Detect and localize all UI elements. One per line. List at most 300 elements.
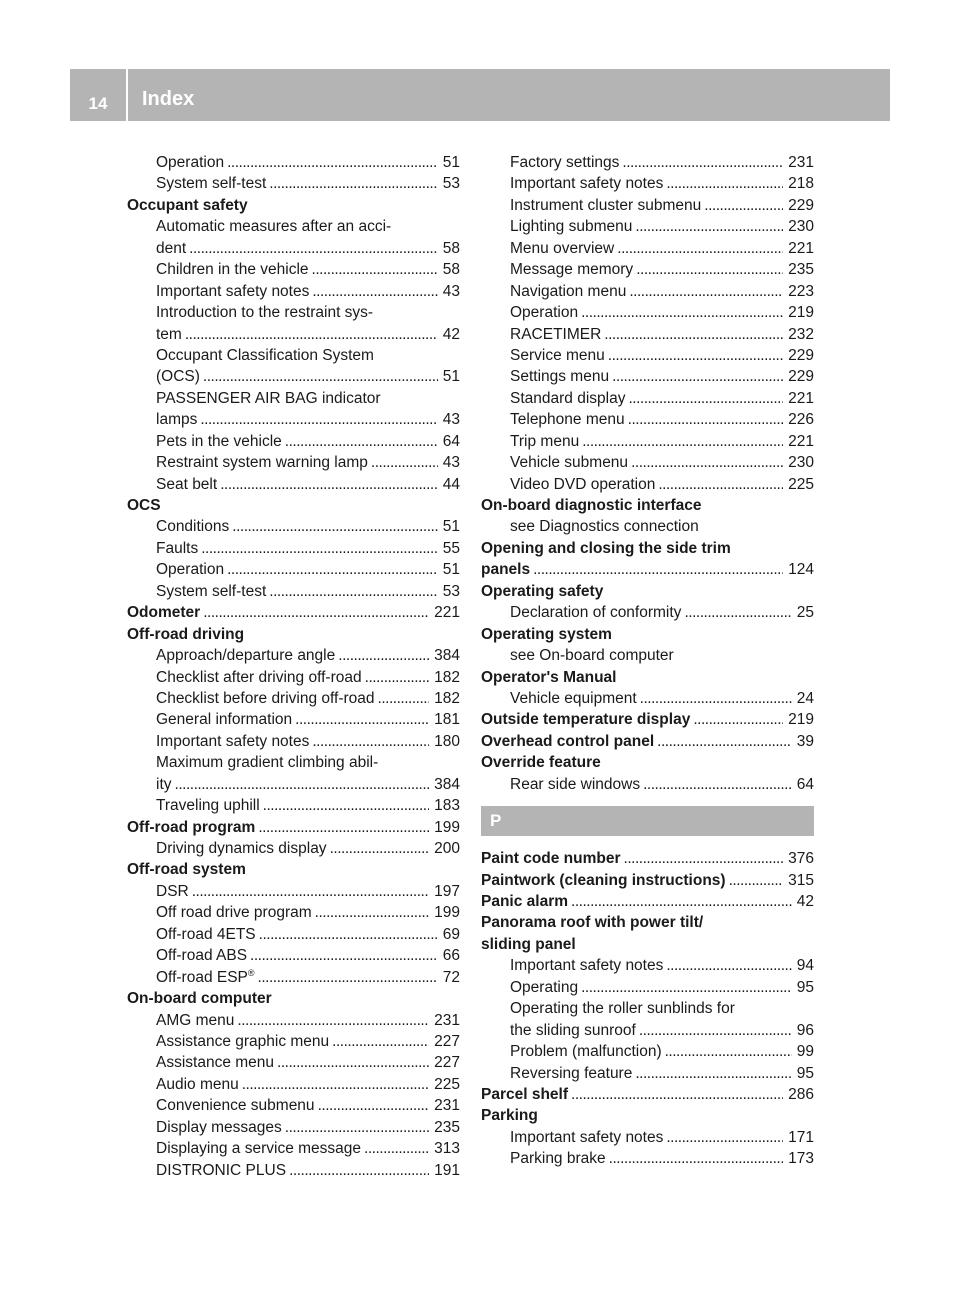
entry-label-text: Off-road ABS xyxy=(156,947,248,965)
entry-label xyxy=(481,731,654,752)
entry-label-text: (OCS) xyxy=(156,368,200,386)
dot-leader xyxy=(338,645,429,666)
dot-leader xyxy=(622,152,783,173)
entry-label-text: Parcel shelf xyxy=(481,1085,569,1103)
entry-label-text: Seat belt xyxy=(156,475,218,493)
entry-page-number: 58 xyxy=(442,239,460,257)
entry-page-number: 230 xyxy=(788,218,814,236)
dot-leader xyxy=(684,602,791,623)
entry-label-text: Problem (malfunction) xyxy=(510,1043,662,1061)
index-subentry-text: see On-board computer xyxy=(510,647,674,665)
dot-leader xyxy=(581,977,792,998)
entry-label xyxy=(510,474,655,495)
dot-leader xyxy=(693,709,783,730)
index-subentry xyxy=(127,1031,460,1052)
entry-label xyxy=(156,581,266,602)
index-subentry xyxy=(127,259,460,280)
index-subentry xyxy=(127,967,460,988)
entry-label xyxy=(156,1117,282,1138)
index-subentry-text: see Diagnostics connection xyxy=(510,518,699,536)
entry-page-number: 231 xyxy=(788,154,814,171)
entry-label-text: Outside temperature display xyxy=(481,711,691,729)
entry-page-number: 227 xyxy=(434,1054,460,1072)
index-entry xyxy=(127,602,460,623)
index-subentry xyxy=(127,238,460,259)
entry-label xyxy=(510,324,601,345)
entry-label xyxy=(510,409,625,430)
entry-page-number: 64 xyxy=(442,432,460,450)
index-entry xyxy=(481,709,814,730)
entry-label xyxy=(156,731,309,752)
entry-label xyxy=(510,345,605,366)
dot-leader xyxy=(312,731,429,752)
dot-leader xyxy=(332,1031,429,1052)
entry-label-text: Factory settings xyxy=(510,154,620,171)
entry-label xyxy=(156,967,255,988)
entry-page-number: 96 xyxy=(796,1021,814,1039)
entry-page-number: 51 xyxy=(442,368,460,386)
index-subentry xyxy=(127,581,460,602)
entry-label-text: Rear side windows xyxy=(510,775,641,793)
entry-page-number: 199 xyxy=(434,818,460,836)
index-subentry xyxy=(127,324,460,345)
entry-label-text: Odometer xyxy=(127,604,201,622)
entry-label-text: RACETIMER xyxy=(510,325,602,343)
index-heading: Override feature xyxy=(481,754,601,772)
entry-label xyxy=(510,173,663,194)
index-subentry xyxy=(481,602,814,623)
index-subentry-text: Introduction to the restraint sys- xyxy=(156,304,374,322)
entry-page-number: 95 xyxy=(796,978,814,996)
dot-leader xyxy=(330,838,430,859)
entry-page-number: 72 xyxy=(442,968,460,986)
entry-label-text: Convenience submenu xyxy=(156,1097,315,1115)
index-subentry xyxy=(481,259,814,280)
entry-label xyxy=(156,1052,274,1073)
entry-page-number: 221 xyxy=(788,432,814,450)
page-number: 14 xyxy=(88,94,108,113)
entry-page-number: 95 xyxy=(796,1064,814,1082)
entry-page-number: 55 xyxy=(442,539,460,557)
dot-leader xyxy=(604,324,783,345)
entry-page-number: 64 xyxy=(796,775,814,793)
dot-leader xyxy=(608,345,783,366)
dot-leader xyxy=(657,731,792,752)
index-subentry xyxy=(127,945,460,966)
entry-label-text: Paint code number xyxy=(481,850,621,868)
entry-page-number: 197 xyxy=(434,882,460,900)
index-heading: Occupant safety xyxy=(127,196,248,214)
entry-page-number: 225 xyxy=(788,475,814,493)
entry-label-text: Paintwork (cleaning instructions) xyxy=(481,871,726,889)
entry-label xyxy=(156,1031,329,1052)
index-heading: OCS xyxy=(127,497,161,514)
entry-label-text: panels xyxy=(481,561,531,579)
index-subentry xyxy=(481,474,814,495)
entry-label-text: Panic alarm xyxy=(481,893,569,910)
entry-label-text: Overhead control panel xyxy=(481,732,655,750)
dot-leader xyxy=(643,774,792,795)
entry-label-text: Service menu xyxy=(510,346,605,364)
entry-page-number: 191 xyxy=(434,1161,460,1179)
entry-label-text: Restraint system warning lamp xyxy=(156,454,368,472)
entry-page-number: 229 xyxy=(788,346,814,364)
entry-label xyxy=(156,1160,286,1181)
dot-leader xyxy=(312,281,437,302)
entry-label-text: ity xyxy=(156,775,172,793)
index-entry xyxy=(481,559,814,580)
dot-leader xyxy=(635,1063,791,1084)
entry-page-number: 69 xyxy=(442,925,460,943)
index-subentry xyxy=(481,152,814,173)
entry-label-text: Checklist after driving off-road xyxy=(156,668,362,686)
dot-leader xyxy=(729,870,784,891)
index-subentry xyxy=(481,688,814,709)
entry-page-number: 99 xyxy=(796,1043,814,1061)
dot-leader xyxy=(666,955,791,976)
entry-label-text: Menu overview xyxy=(510,239,615,257)
index-entry xyxy=(127,817,460,838)
entry-label xyxy=(156,366,200,387)
dot-leader xyxy=(624,848,784,869)
entry-page-number: 51 xyxy=(442,154,460,171)
entry-label xyxy=(481,891,568,912)
entry-label-text: Off-road program xyxy=(127,818,256,836)
entry-label xyxy=(156,645,335,666)
index-subentry-text: Operating the roller sunblinds for xyxy=(510,1000,735,1018)
entry-label xyxy=(156,474,217,495)
entry-page-number: 219 xyxy=(788,304,814,322)
entry-page-number: 44 xyxy=(442,475,460,493)
entry-page-number: 229 xyxy=(788,196,814,214)
dot-leader xyxy=(232,516,438,537)
entry-label-text: Approach/departure angle xyxy=(156,647,336,665)
index-subentry xyxy=(481,1041,814,1062)
entry-label-text: Off-road 4ETS xyxy=(156,925,256,943)
dot-leader xyxy=(201,538,438,559)
entry-label-text: Reversing feature xyxy=(510,1064,633,1082)
entry-page-number: 227 xyxy=(434,1032,460,1050)
entry-page-number: 182 xyxy=(434,689,460,707)
entry-label-text: Important safety notes xyxy=(510,957,664,975)
entry-label xyxy=(156,1095,315,1116)
dot-leader xyxy=(295,709,429,730)
entry-label xyxy=(510,955,663,976)
entry-label-text: Checklist before driving off-road xyxy=(156,689,375,707)
entry-label xyxy=(510,302,578,323)
entry-label xyxy=(481,1084,568,1105)
dot-leader xyxy=(242,1074,429,1095)
entry-label-text: Standard display xyxy=(510,389,626,407)
entry-label xyxy=(156,152,224,173)
entry-label-text: Video DVD operation xyxy=(510,475,656,493)
index-heading: On-board diagnostic interface xyxy=(481,497,702,514)
index-subentry xyxy=(481,216,814,237)
entry-label xyxy=(156,945,247,966)
index-subentry xyxy=(481,388,814,409)
entry-label xyxy=(510,1148,606,1169)
index-subentry xyxy=(127,1138,460,1159)
index-subentry xyxy=(127,838,460,859)
entry-label xyxy=(156,774,172,795)
entry-label-text: System self-test xyxy=(156,582,267,600)
entry-label-text: Important safety notes xyxy=(156,732,310,750)
entry-label-text: lamps xyxy=(156,411,198,429)
entry-page-number: 42 xyxy=(442,325,460,343)
entry-label xyxy=(481,559,530,580)
entry-label-text: System self-test xyxy=(156,175,267,193)
entry-page-number: 183 xyxy=(434,797,460,815)
dot-leader xyxy=(227,559,438,580)
index-subentry xyxy=(481,366,814,387)
entry-label xyxy=(156,409,197,430)
dot-leader xyxy=(289,1160,429,1181)
index-subentry xyxy=(481,195,814,216)
dot-leader xyxy=(220,474,438,495)
dot-leader xyxy=(628,409,784,430)
entry-label xyxy=(510,152,619,173)
index-subentry xyxy=(127,152,460,173)
entry-label-text: Traveling uphill xyxy=(156,797,260,815)
entry-label-text: Pets in the vehicle xyxy=(156,432,282,450)
entry-page-number: 286 xyxy=(788,1085,814,1103)
entry-page-number: 180 xyxy=(434,732,460,750)
entry-label-text: Vehicle equipment xyxy=(510,689,637,707)
entry-page-number: 58 xyxy=(442,261,460,279)
entry-page-number: 230 xyxy=(788,454,814,472)
entry-page-number: 51 xyxy=(442,561,460,579)
entry-label xyxy=(156,259,309,280)
entry-page-number: 43 xyxy=(442,411,460,429)
entry-page-number: 384 xyxy=(434,775,460,793)
entry-page-number: 384 xyxy=(434,647,460,665)
page-title: Index xyxy=(142,88,195,110)
entry-page-number: 182 xyxy=(434,668,460,686)
dot-leader xyxy=(200,409,437,430)
dot-leader xyxy=(237,1010,429,1031)
index-subentry xyxy=(127,474,460,495)
index-subentry xyxy=(481,977,814,998)
entry-label xyxy=(156,324,182,345)
entry-label-text: Instrument cluster submenu xyxy=(510,196,702,214)
entry-label-text: Conditions xyxy=(156,518,230,536)
entry-page-number: 94 xyxy=(796,957,814,975)
entry-label-text: Displaying a service message xyxy=(156,1140,362,1158)
entry-page-number: 171 xyxy=(788,1128,814,1146)
dot-leader xyxy=(258,967,438,988)
entry-label-text: Telephone menu xyxy=(510,411,625,429)
entry-page-number: 223 xyxy=(788,282,814,300)
index-subentry xyxy=(481,1127,814,1148)
dot-leader xyxy=(175,774,430,795)
index-subentry xyxy=(481,345,814,366)
index-entry xyxy=(481,870,814,891)
entry-label xyxy=(510,1041,662,1062)
entry-label-text: Vehicle submenu xyxy=(510,454,629,472)
dot-leader xyxy=(192,881,429,902)
entry-label xyxy=(510,216,632,237)
dot-leader xyxy=(263,795,429,816)
entry-label xyxy=(510,281,626,302)
index-subentry-text: Automatic measures after an acci- xyxy=(156,218,392,236)
index-subentry xyxy=(127,452,460,473)
index-subentry xyxy=(127,538,460,559)
entry-page-number: 124 xyxy=(788,561,814,579)
entry-label xyxy=(156,709,292,730)
entry-label-text: Off road drive program xyxy=(156,904,312,922)
entry-label-text: DSR xyxy=(156,882,189,900)
entry-label xyxy=(510,1020,636,1041)
entry-label xyxy=(510,388,625,409)
entry-page-number: 232 xyxy=(788,325,814,343)
dot-leader xyxy=(371,452,438,473)
entry-label-text: General information xyxy=(156,711,293,729)
index-entry xyxy=(481,1084,814,1105)
index-subentry xyxy=(481,774,814,795)
entry-label xyxy=(156,924,256,945)
dot-leader xyxy=(203,366,438,387)
index-subentry-text: Occupant Classification System xyxy=(156,346,374,364)
dot-leader xyxy=(189,238,438,259)
index-entry xyxy=(481,891,814,912)
index-subentry xyxy=(127,559,460,580)
entry-label xyxy=(510,366,609,387)
entry-label xyxy=(156,881,189,902)
index-subentry xyxy=(481,1020,814,1041)
index-subentry xyxy=(481,1148,814,1169)
entry-label-text: Operation xyxy=(156,561,225,579)
entry-label-text: Operating xyxy=(510,978,579,996)
index-subentry xyxy=(127,1010,460,1031)
entry-label-text: Important safety notes xyxy=(510,1128,664,1146)
entry-label xyxy=(127,602,200,623)
dot-leader xyxy=(258,817,429,838)
dot-leader xyxy=(635,216,783,237)
dot-leader xyxy=(269,581,438,602)
entry-page-number: 43 xyxy=(442,282,460,300)
index-heading: Operating system xyxy=(481,625,612,643)
entry-page-number: 221 xyxy=(788,389,814,407)
dot-leader xyxy=(364,1138,429,1159)
index-subentry xyxy=(481,302,814,323)
dot-leader xyxy=(533,559,783,580)
index-subentry xyxy=(127,731,460,752)
index-subentry xyxy=(481,324,814,345)
index-heading: Panorama roof with power tilt/ xyxy=(481,914,704,932)
index-subentry xyxy=(481,431,814,452)
index-subentry xyxy=(127,774,460,795)
dot-leader xyxy=(704,195,783,216)
index-subentry xyxy=(127,281,460,302)
dot-leader xyxy=(277,1052,429,1073)
index-entry xyxy=(481,731,814,752)
entry-page-number: 181 xyxy=(434,711,460,729)
dot-leader xyxy=(666,1127,783,1148)
entry-label-text: Navigation menu xyxy=(510,282,627,300)
index-subentry xyxy=(127,1160,460,1181)
index-subentry xyxy=(127,881,460,902)
entry-label-text: Audio menu xyxy=(156,1075,239,1093)
entry-page-number: 25 xyxy=(796,604,814,622)
index-subentry xyxy=(127,795,460,816)
entry-label xyxy=(156,238,186,259)
entry-label-text: Operation xyxy=(156,154,225,171)
index-heading: Opening and closing the side trim xyxy=(481,539,731,557)
registered-mark: ® xyxy=(247,967,255,978)
entry-page-number: 24 xyxy=(796,689,814,707)
index-subentry xyxy=(127,431,460,452)
entry-label xyxy=(481,870,726,891)
entry-label-text: Parking brake xyxy=(510,1150,606,1168)
index-subentry xyxy=(481,955,814,976)
entry-page-number: 235 xyxy=(788,261,814,279)
dot-leader xyxy=(259,924,438,945)
index-subentry xyxy=(127,645,460,666)
entry-label-text: Declaration of conformity xyxy=(510,604,682,622)
entry-page-number: 376 xyxy=(788,850,814,868)
entry-label-text: Faults xyxy=(156,539,199,557)
dot-leader xyxy=(227,152,438,173)
dot-leader xyxy=(365,667,430,688)
entry-label-text: AMG menu xyxy=(156,1011,235,1029)
dot-leader xyxy=(285,431,438,452)
entry-label xyxy=(156,538,198,559)
index-subentry xyxy=(127,1074,460,1095)
dot-leader xyxy=(378,688,430,709)
index-column-right xyxy=(481,152,814,1170)
index-subentry xyxy=(127,667,460,688)
entry-label-text: Assistance menu xyxy=(156,1054,275,1072)
index-subentry xyxy=(481,173,814,194)
entry-label xyxy=(156,838,327,859)
dot-leader xyxy=(312,259,438,280)
entry-label xyxy=(510,452,628,473)
entry-label xyxy=(156,667,362,688)
entry-label-text: Children in the vehicle xyxy=(156,261,309,279)
entry-label-text: Off-road ESP xyxy=(156,968,248,986)
entry-label-text: Display messages xyxy=(156,1118,282,1136)
entry-label xyxy=(510,1127,663,1148)
index-subentry xyxy=(127,924,460,945)
dot-leader xyxy=(665,1041,792,1062)
index-heading: Parking xyxy=(481,1107,538,1125)
entry-label xyxy=(156,281,309,302)
dot-leader xyxy=(582,431,783,452)
entry-label xyxy=(156,431,282,452)
entry-label-text: DISTRONIC PLUS xyxy=(156,1161,287,1179)
entry-page-number: 199 xyxy=(434,904,460,922)
entry-page-number: 218 xyxy=(788,175,814,193)
dot-leader xyxy=(617,238,783,259)
entry-page-number: 235 xyxy=(434,1118,460,1136)
dot-leader xyxy=(612,366,783,387)
dot-leader xyxy=(269,173,438,194)
entry-label xyxy=(481,709,690,730)
dot-leader xyxy=(571,891,792,912)
entry-label xyxy=(481,848,621,869)
dot-leader xyxy=(250,945,438,966)
dot-leader xyxy=(666,173,783,194)
dot-leader xyxy=(640,688,792,709)
dot-leader xyxy=(285,1117,429,1138)
entry-label-text: Assistance graphic menu xyxy=(156,1032,330,1050)
entry-page-number: 231 xyxy=(434,1097,460,1115)
index-subentry xyxy=(127,709,460,730)
entry-label-text: Important safety notes xyxy=(156,282,310,300)
entry-label xyxy=(510,688,637,709)
entry-page-number: 173 xyxy=(788,1150,814,1168)
dot-leader xyxy=(609,1148,783,1169)
